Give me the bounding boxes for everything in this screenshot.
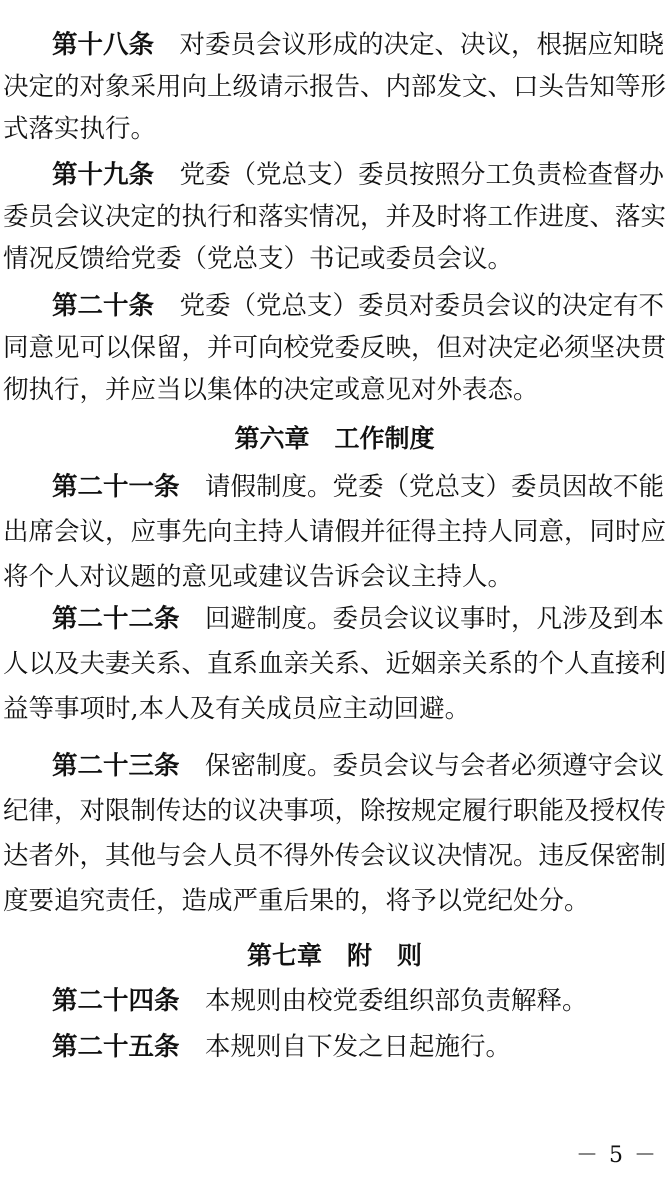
article-18-text-1: 对委员会议形成的决定、决议，根据应知晓 [179, 30, 665, 60]
article-21-line-2 [0, 511, 667, 553]
article-22-line-2 [0, 643, 667, 685]
article-22-title: 第二十二条 [52, 604, 180, 634]
article-22-text-1: 回避制度。委员会议议事时，凡涉及到本 [205, 604, 665, 634]
article-20-line-2 [0, 327, 667, 369]
article-19-line-2 [0, 196, 667, 238]
article-18-title: 第十八条 [52, 30, 155, 60]
article-22-line-1 [0, 598, 665, 640]
article-23-text-4: 度要追究责任，造成严重后果的，将予以党纪处分。 [3, 886, 590, 916]
article-24-title: 第二十四条 [52, 986, 180, 1016]
chapter-7-heading: 第七章 附 则 [246, 941, 422, 970]
article-19-text-3: 情况反馈给党委（党总支）书记或委员会议。 [3, 244, 514, 274]
page-number: － 5 － [576, 1143, 658, 1168]
article-20-title: 第二十条 [52, 291, 155, 321]
article-18-line-3 [0, 108, 662, 150]
article-23-title: 第二十三条 [52, 751, 180, 781]
article-23-text-2: 纪律，对限制传达的议决事项，除按规定履行职能及授权传 [3, 796, 667, 826]
article-25-title: 第二十五条 [52, 1032, 180, 1062]
article-21-text-3: 将个人对议题的意见或建议告诉会议主持人。 [3, 562, 514, 592]
article-18-text-3: 式落实执行。 [3, 114, 157, 144]
article-22-line-3 [0, 688, 662, 730]
article-20-line-3 [0, 369, 662, 411]
article-22-text-3: 益等事项时,本人及有关成员应主动回避。 [3, 694, 471, 724]
article-18-line-1 [0, 24, 665, 66]
article-19-text-2: 委员会议决定的执行和落实情况，并及时将工作进度、落实 [3, 202, 667, 232]
article-20-text-1: 党委（党总支）委员对委员会议的决定有不 [179, 291, 665, 321]
article-19-line-3 [0, 238, 662, 280]
article-24-line-1 [0, 980, 662, 1022]
article-23-line-2 [0, 790, 667, 832]
article-18-text-2: 决定的对象采用向上级请示报告、内部发文、口头告知等形 [3, 72, 667, 102]
article-19-line-1 [0, 154, 665, 196]
article-20-text-2: 同意见可以保留，并可向校党委反映，但对决定必须坚决贯 [3, 333, 667, 363]
article-24-text-1: 本规则由校党委组织部负责解释。 [205, 986, 588, 1016]
article-19-title: 第十九条 [52, 160, 155, 190]
article-19-text-1: 党委（党总支）委员按照分工负责检查督办 [179, 160, 665, 190]
article-21-text-2: 出席会议，应事先向主持人请假并征得主持人同意，同时应 [3, 517, 667, 547]
chapter-6-heading: 第六章 工作制度 [234, 424, 435, 453]
article-23-text-1: 保密制度。委员会议与会者必须遵守会议 [205, 751, 665, 781]
article-20-text-3: 彻执行，并应当以集体的决定或意见对外表态。 [3, 375, 539, 405]
article-18-line-2 [0, 66, 667, 108]
article-20-line-1 [0, 285, 665, 327]
article-23-text-3: 达者外，其他与会人员不得外传会议议决情况。违反保密制 [3, 841, 667, 871]
article-21-title: 第二十一条 [52, 472, 180, 502]
article-21-line-3 [0, 556, 662, 598]
article-21-line-1 [0, 466, 665, 508]
article-25-line-1 [0, 1026, 662, 1068]
article-23-line-4 [0, 880, 662, 922]
article-23-line-1 [0, 745, 665, 787]
article-25-text-1: 本规则自下发之日起施行。 [205, 1032, 512, 1062]
article-22-text-2: 人以及夫妻关系、直系血亲关系、近姻亲关系的个人直接利 [3, 649, 667, 679]
article-21-text-1: 请假制度。党委（党总支）委员因故不能 [205, 472, 665, 502]
article-23-line-3 [0, 835, 667, 877]
